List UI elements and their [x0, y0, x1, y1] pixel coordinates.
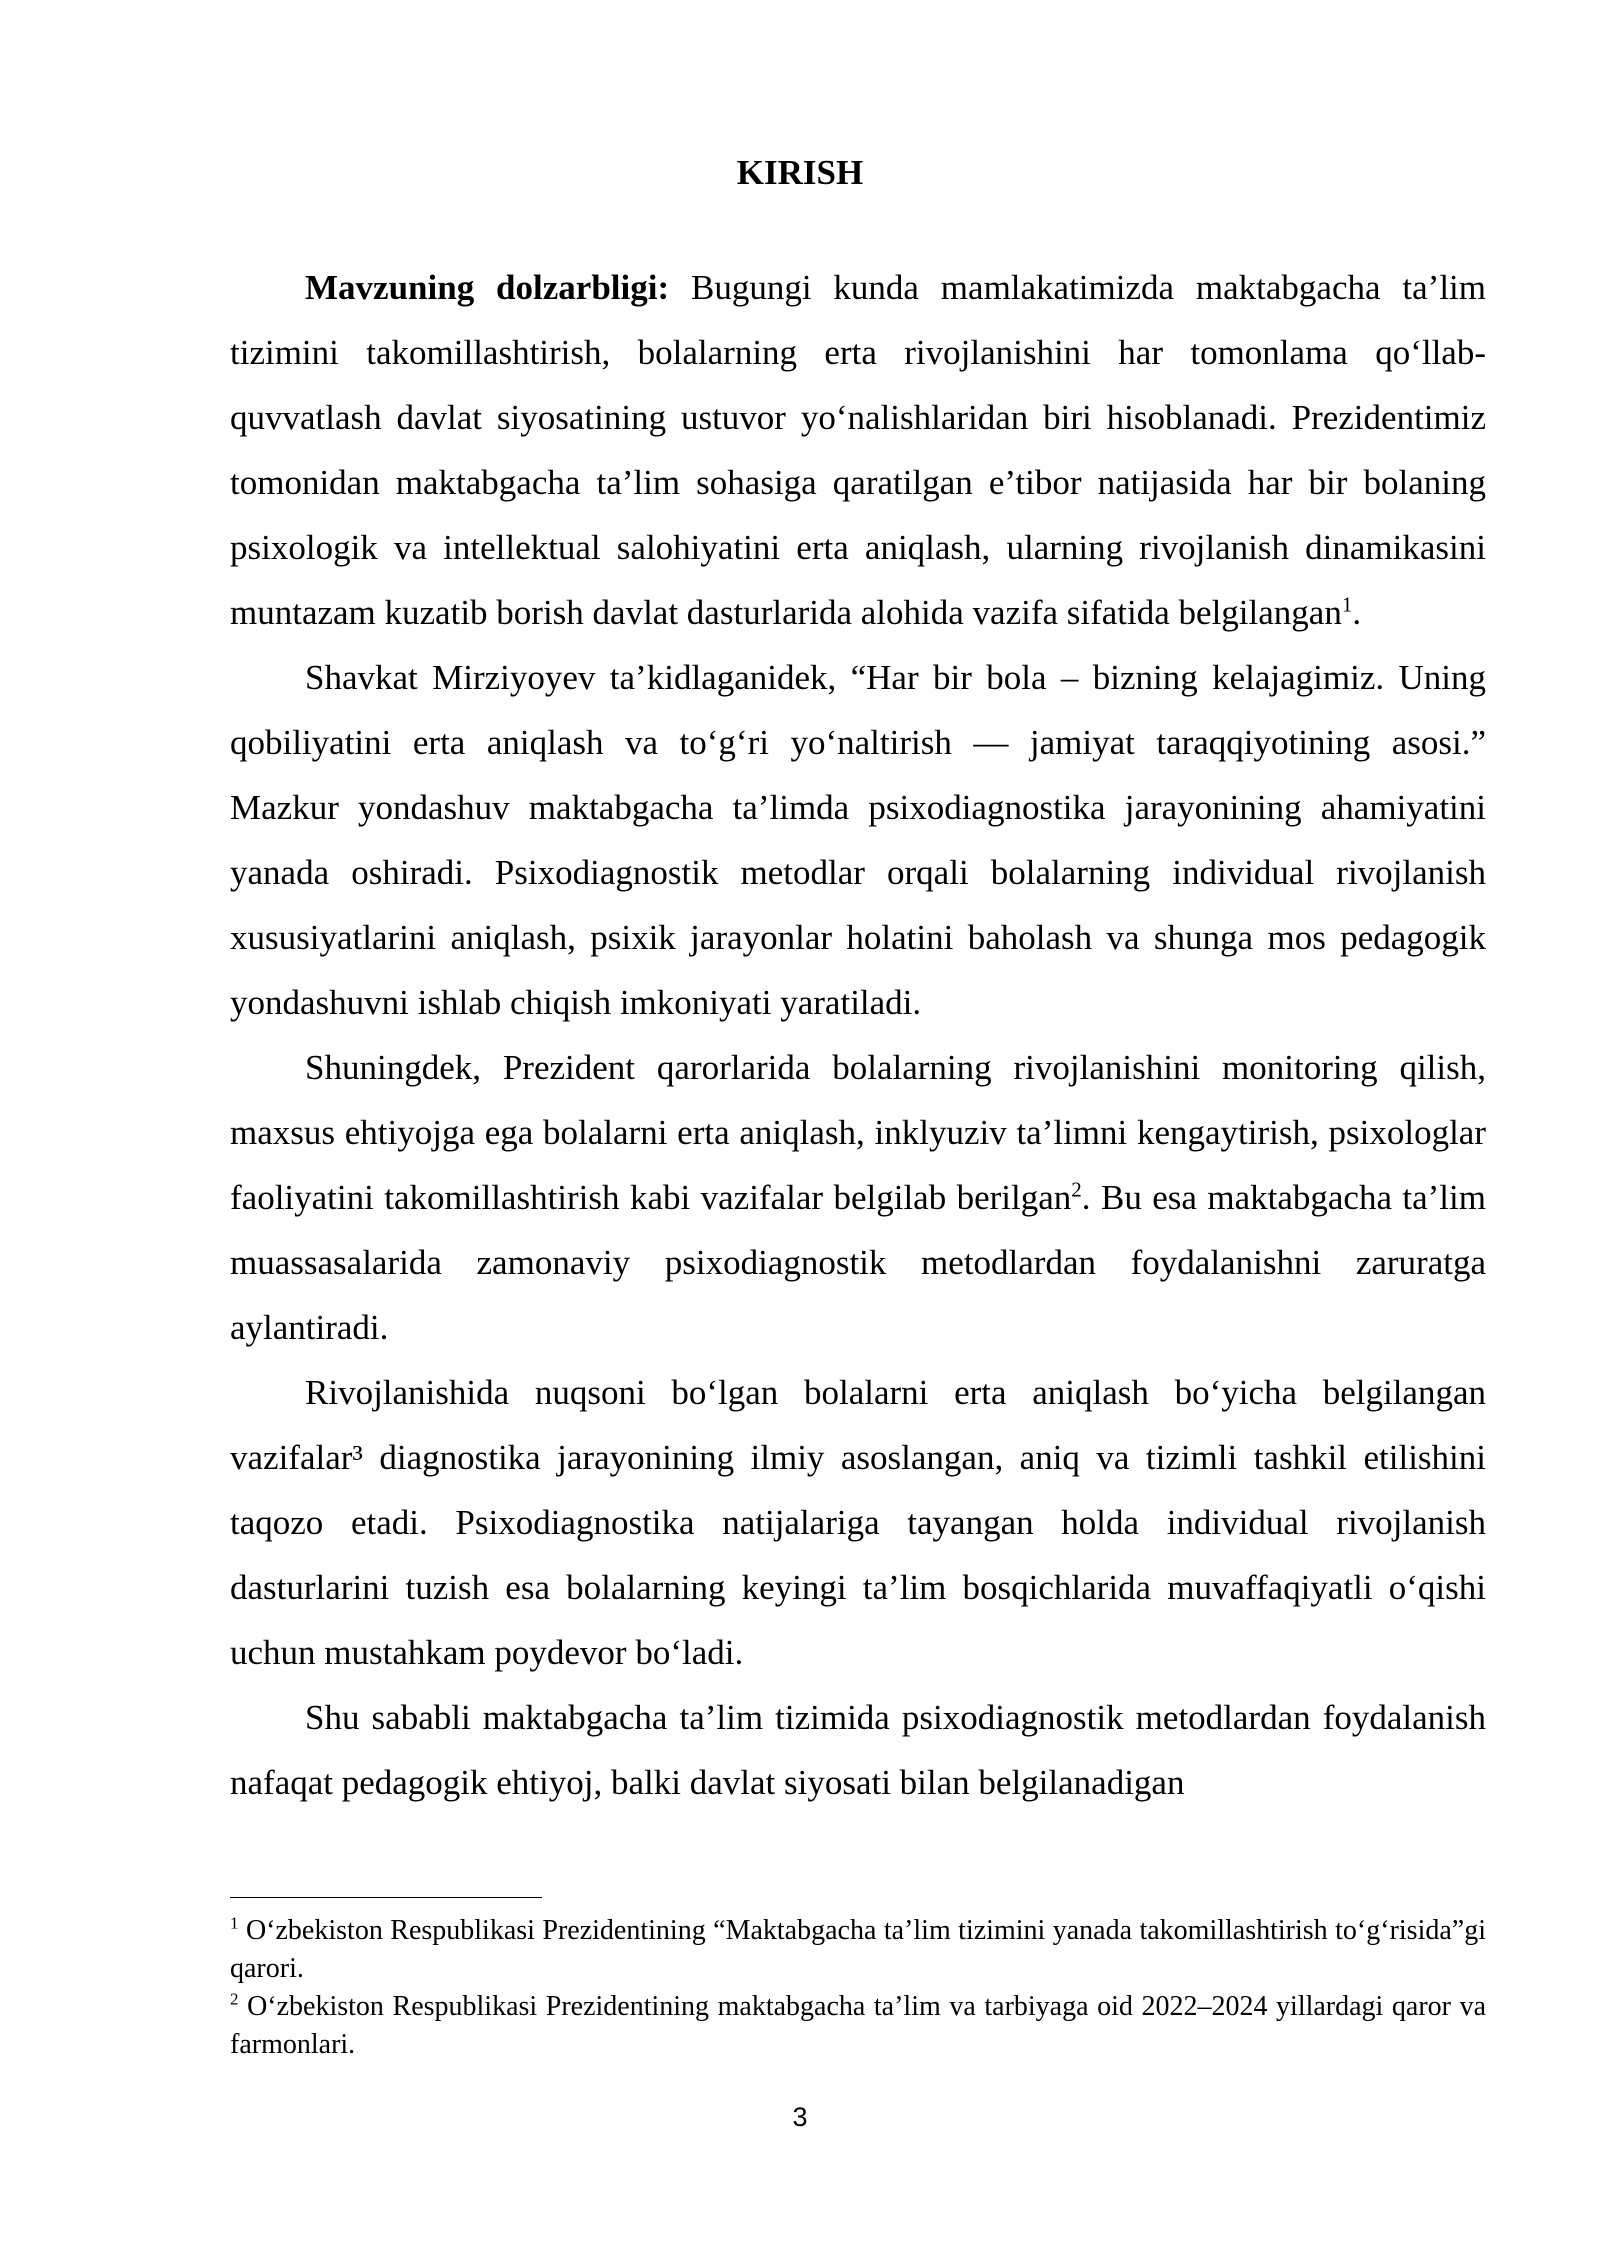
- paragraph-relevance: [230, 255, 1486, 645]
- paragraph-decrees: [230, 1035, 1486, 1360]
- footnote-text: O‘zbekiston Respublikasi Prezidentining maktabgacha ta’lim va tarbiyaga oid 2022–2024 yillardagi qaror va farmonlari.: [230, 1991, 1486, 2060]
- paragraph-text: Shavkat Mirziyoyev ta’kidlaganidek, “Har bir bola – bizning kelajagimiz. Uning qobiliyatini erta aniqlash va to‘g‘ri yo‘naltirish — jamiyat taraqqiyotining asosi.” Mazkur yondashuv maktabgacha ta’limda psixodiagnostika jarayonining ahamiyatini yanada oshiradi. Psixodiagnostik metodlar orqali bolalarning individual rivojlanish xususiyatlarini aniqlash, psixik jarayonlar holatini baholash va shunga mos pedagogik yondashuvni ishlab chiqish imkoniyati yaratiladi.: [230, 658, 1486, 1022]
- paragraph-text: Rivojlanishida nuqsoni bo‘lgan bolalarni erta aniqlash bo‘yicha belgilangan vazifalar³ diagnostika jarayonining ilmiy asoslangan, aniq va tizimli tashkil etilishini taqozo etadi. Psixodiagnostika natijalariga tayangan holda individual rivojlanish dasturlarini tuzish esa bolalarning keyingi ta’lim bosqichlarida muvaffaqiyatli o‘qishi uchun mustahkam poydevor bo‘ladi.: [230, 1373, 1486, 1672]
- paragraph-text: Shu sababli maktabgacha ta’lim tizimida psixodiagnostik metodlardan foydalanish nafaqat pedagogik ehtiyoj, balki davlat siyosati bilan belgilanadigan: [230, 1698, 1486, 1802]
- footnotes: [230, 1912, 1486, 2064]
- footnote-reference: 2: [1071, 1177, 1082, 1202]
- footnote-reference: 1: [1341, 592, 1353, 617]
- section-title: KIRISH: [736, 153, 864, 192]
- footnote-mark: 1: [230, 1913, 239, 1933]
- footnote-item: [230, 1988, 1486, 2064]
- paragraph-tail: .: [1352, 593, 1362, 632]
- paragraph-text: Shuningdek, Prezident qarorlarida bolalarning rivojlanishini monitoring qilish, maxsus ehtiyojga ega bolalarni erta aniqlash, inklyuziv ta’limni kengaytirish, psixologlar faoliyatini takomillashtirish kabi vazifalar belgilab berilgan: [230, 1048, 1486, 1217]
- footnote-mark: 2: [230, 1989, 239, 2009]
- paragraph-early-detection: [230, 1360, 1486, 1685]
- paragraph-lead: Mavzuning dolzarbligi:: [305, 268, 670, 307]
- body-text: [230, 255, 1486, 1815]
- paragraph-conclusion: [230, 1685, 1486, 1815]
- paragraph-quote: [230, 645, 1486, 1035]
- footnote-item: [230, 1912, 1486, 1988]
- paragraph-text: Bugungi kunda mamlakatimizda maktabgacha ta’lim tizimini takomillashtirish, bolalarning erta rivojlanishini har tomonlama qo‘llab-quvvatlash davlat siyosatining ustuvor yo‘nalishlaridan biri hisoblanadi. Prezidentimiz tomonidan maktabgacha ta’lim sohasiga qaratilgan e’tibor natijasida har bir bolaning psixologik va intellektual salohiyatini erta aniqlash, ularning rivojlanish dinamikasini muntazam kuzatib borish davlat dasturlarida alohida vazifa sifatida belgilangan: [230, 268, 1486, 632]
- paragraph-tail: . Bu esa maktabgacha ta’lim muassasalarida zamonaviy psixodiagnostik metodlardan foydalanishni zaruratga aylantiradi.: [230, 1178, 1486, 1347]
- footnote-text: O‘zbekiston Respublikasi Prezidentining “Maktabgacha ta’lim tizimini yanada takomillashtirish to‘g‘risida”gi qarori.: [230, 1915, 1486, 1984]
- footnote-separator: [230, 1897, 542, 1898]
- page-number: 3: [792, 2102, 808, 2132]
